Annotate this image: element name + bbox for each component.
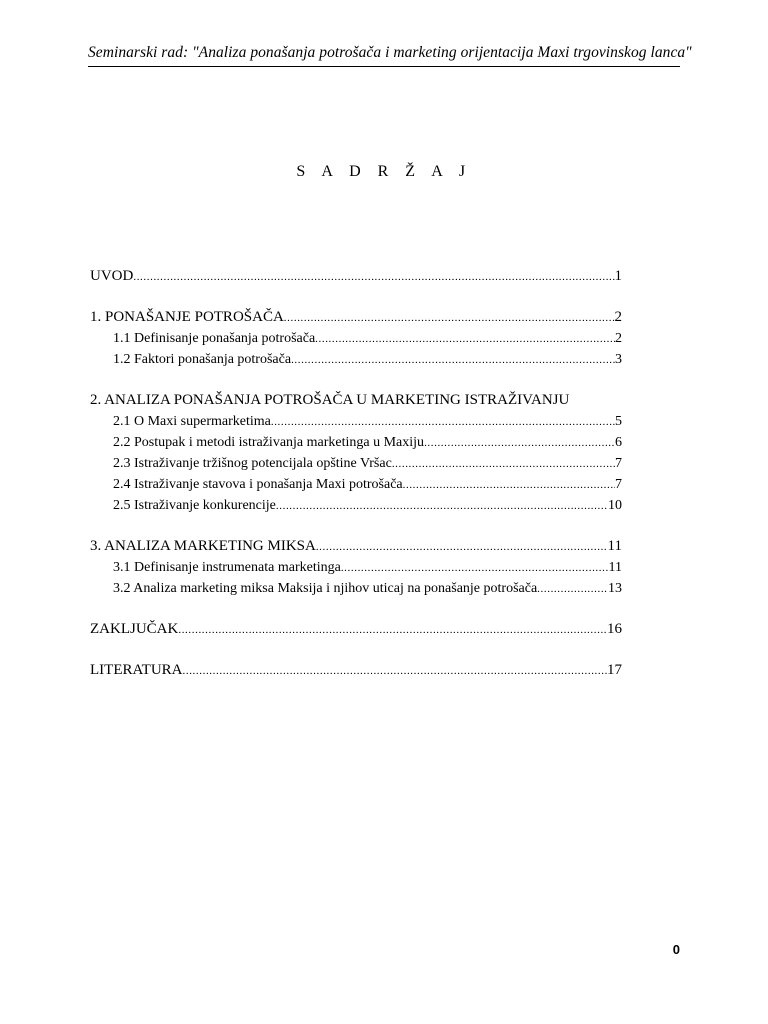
toc-entry-2-3 <box>90 453 622 474</box>
toc-entry-label: LITERATURA <box>90 662 183 678</box>
toc-leader-dots <box>316 537 608 558</box>
toc-entry-label: 1.2 Faktori ponašanja potrošača <box>113 352 292 367</box>
running-header: Seminarski rad: "Analiza ponašanja potrošača i marketing orijentacija Maxi trgovinskog lanca" <box>88 44 692 61</box>
toc-entry-label: 2.2 Postupak i metodi istraživanja marketinga u Maxiju <box>113 435 425 450</box>
toc-entry-page: 11 <box>607 538 622 554</box>
toc-leader-dots <box>183 661 608 682</box>
toc-entry-3-2 <box>90 578 622 599</box>
toc-entry-literatura <box>90 660 622 681</box>
toc-entry-label: 2.4 Istraživanje stavova i ponašanja Maxi potrošača <box>113 477 403 492</box>
toc-entry-1-2 <box>90 349 622 370</box>
toc-leader-dots <box>284 308 615 329</box>
page-title: S A D R Ž A J <box>296 163 472 180</box>
toc-entry-page: 16 <box>607 621 622 637</box>
toc-leader-dots <box>178 620 607 641</box>
toc-leader-dots <box>276 496 608 517</box>
toc-leader-dots <box>424 433 615 454</box>
toc-entry-page: 7 <box>615 456 622 471</box>
toc-leader-dots <box>133 267 614 288</box>
toc-entry-page: 6 <box>615 435 622 450</box>
toc-entry-page: 17 <box>607 662 622 678</box>
toc-entry-uvod <box>90 266 622 287</box>
toc-leader-dots <box>392 454 615 475</box>
toc-entry-label: 2.1 O Maxi supermarketima <box>113 414 271 429</box>
toc-entry-label: 3.1 Definisanje instrumenata marketinga <box>113 560 341 575</box>
toc-entry-page: 2 <box>615 331 622 346</box>
toc-entry-2-4 <box>90 474 622 495</box>
toc-entry-label: 3.2 Analiza marketing miksa Maksija i njihov uticaj na ponašanje potrošača <box>113 581 538 596</box>
toc-entry-page: 10 <box>608 498 622 513</box>
toc-entry-page: 2 <box>614 309 622 325</box>
toc-leader-dots <box>291 350 615 371</box>
toc-leader-dots <box>315 329 615 350</box>
toc-leader-dots <box>271 412 615 433</box>
header-rule <box>88 66 680 67</box>
toc-leader-dots <box>537 579 608 600</box>
toc-entry-page: 3 <box>615 352 622 367</box>
table-of-contents <box>90 266 622 681</box>
toc-entry-chapter-3 <box>90 536 622 557</box>
toc-entry-label: 2.5 Istraživanje konkurencije <box>113 498 276 513</box>
toc-entry-chapter-1 <box>90 307 622 328</box>
toc-entry-label: ZAKLJUČAK <box>90 621 179 637</box>
toc-entry-zakljucak <box>90 619 622 640</box>
toc-entry-page: 5 <box>615 414 622 429</box>
toc-entry-label: 1. PONAŠANJE POTROŠAČA <box>90 309 284 325</box>
toc-leader-dots <box>341 558 609 579</box>
toc-entry-label: 2. ANALIZA PONAŠANJA POTROŠAČA U MARKETING ISTRAŽIVANJU <box>90 392 570 408</box>
toc-entry-chapter-2 <box>90 390 622 411</box>
toc-entry-label: 3. ANALIZA MARKETING MIKSA <box>90 538 316 554</box>
toc-entry-page: 11 <box>608 560 622 575</box>
toc-entry-label: UVOD <box>90 268 134 284</box>
toc-entry-label: 2.3 Istraživanje tržišnog potencijala opštine Vršac <box>113 456 392 471</box>
toc-entry-3-1 <box>90 557 622 578</box>
toc-entry-1-1 <box>90 328 622 349</box>
toc-entry-2-2 <box>90 432 622 453</box>
toc-entry-page: 13 <box>608 581 622 596</box>
toc-entry-2-1 <box>90 411 622 432</box>
toc-entry-label: 1.1 Definisanje ponašanja potrošača <box>113 331 316 346</box>
toc-entry-2-5 <box>90 495 622 516</box>
page-number: 0 <box>672 942 680 957</box>
toc-entry-page: 1 <box>614 268 622 284</box>
toc-entry-page: 7 <box>615 477 622 492</box>
toc-leader-dots <box>403 475 615 496</box>
